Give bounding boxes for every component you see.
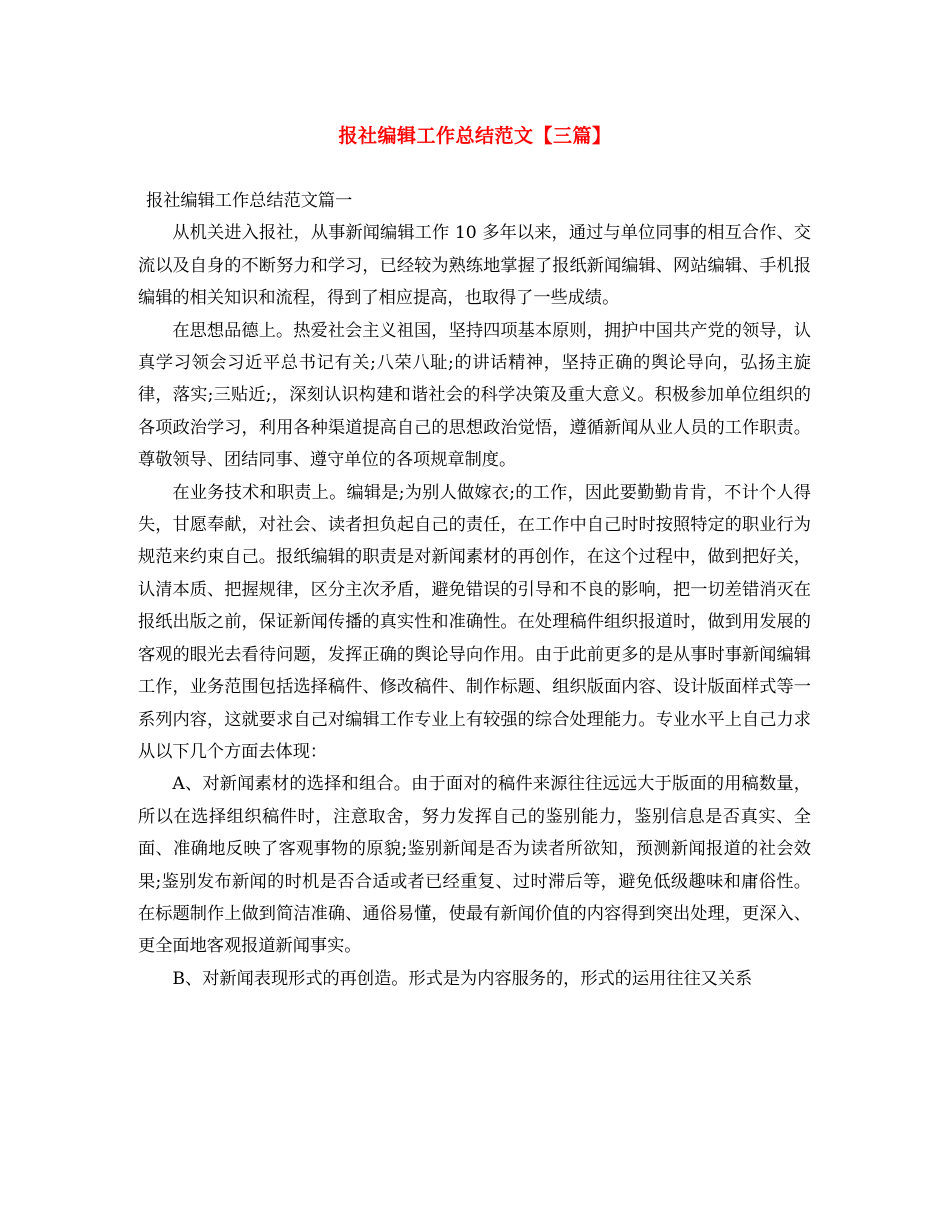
section-heading: 报社编辑工作总结范文篇一 bbox=[146, 191, 353, 211]
paragraph: 从机关进入报社，从事新闻编辑工作 10 多年以来，通过与单位同事的相互合作、交流以及自身的不断努力和学习，已经较为熟练地掌握了报纸新闻编辑、网站编辑、手机报编辑的相关知识和流程，得到了相应提高，也取得了一些成绩。 bbox=[138, 223, 811, 309]
paragraph: A、对新闻素材的选择和组合。由于面对的稿件来源往往远远大于版面的用稿数量，所以在选择组织稿件时，注意取舍，努力发挥自己的鉴别能力，鉴别信息是否真实、全面、准确地反映了客观事物的原貌;鉴别新闻是否为读者所欲知，预测新闻报道的社会效果;鉴别发布新闻的时机是否合适或者已经重复、过时滞后等，避免低级趣味和庸俗性。在标题制作上做到简洁准确、通俗易懂，使最有新闻价值的内容得到突出处理，更深入、更全面地客观报道新闻事实。 bbox=[138, 774, 811, 957]
paragraph: 在业务技术和职责上。编辑是;为别人做嫁衣;的工作，因此要勤勤肯肯，不计个人得失，甘愿奉献，对社会、读者担负起自己的责任，在工作中自己时时按照特定的职业行为规范来约束自己。报纸编辑的职责是对新闻素材的再创作，在这个过程中，做到把好关，认清本质、把握规律，区分主次矛盾，避免错误的引导和不良的影响，把一切差错消灭在报纸出版之前，保证新闻传播的真实性和准确性。在处理稿件组织报道时，做到用发展的客观的眼光去看待问题，发挥正确的舆论导向作用。由于此前更多的是从事时事新闻编辑工作，业务范围包括选择稿件、修改稿件、制作标题、组织版面内容、设计版面样式等一系列内容，这就要求自己对编辑工作专业上有较强的综合处理能力。专业水平上自己力求从以下几个方面去体现： bbox=[138, 482, 811, 762]
paragraph: 在思想品德上。热爱社会主义祖国，坚持四项基本原则，拥护中国共产党的领导，认真学习领会习近平总书记有关;八荣八耻;的讲话精神，坚持正确的舆论导向，弘扬主旋律，落实;三贴近;，深刻认识构建和谐社会的科学决策及重大意义。积极参加单位组织的各项政治学习，利用各种渠道提高自己的思想政治觉悟，遵循新闻从业人员的工作职责。尊敬领导、团结同事、遵守单位的各项规章制度。 bbox=[138, 320, 811, 471]
document-body bbox=[138, 185, 811, 995]
document-title: 报社编辑工作总结范文【三篇】 bbox=[338, 125, 612, 147]
paragraph: B、对新闻表现形式的再创造。形式是为内容服务的，形式的运用往往又关系 bbox=[172, 968, 753, 989]
